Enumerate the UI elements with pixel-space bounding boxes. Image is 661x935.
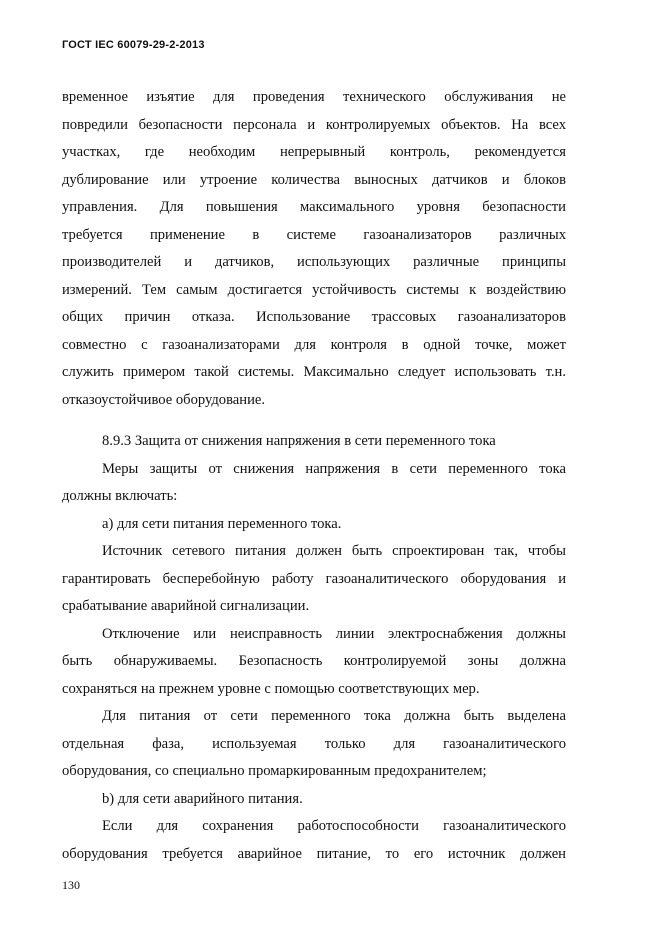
text-line: должны включать: xyxy=(62,488,178,504)
text-line: измерений. Тем самым достигается устойчивость системы к воздействию xyxy=(62,281,566,298)
text-line: быть обнаруживаемы. Безопасность контролируемой зоны должна xyxy=(62,653,566,669)
list-item-b: b) для сети аварийного питания. xyxy=(102,790,303,807)
text-line: Источник сетевого питания должен быть спроектирован так, чтобы xyxy=(102,543,566,559)
text-line: служить примером такой системы. Максимально следует использовать т.н. xyxy=(62,364,566,380)
text-line: отдельная фаза, используемая только для газоаналитического xyxy=(62,735,566,752)
text-line: сохраняться на прежнем уровне с помощью соответствующих мер. xyxy=(62,680,480,697)
text-line: участках, где необходим непрерывный контроль, рекомендуется xyxy=(62,144,566,160)
text-line: временное изъятие для проведения технического обслуживания не xyxy=(62,89,566,105)
text-line: отказоустойчивое оборудование. xyxy=(62,391,266,408)
text-line: общих причин отказа. Использование трассовых газоанализаторов xyxy=(62,309,566,325)
text-line: производителей и датчиков, использующих различные принципы xyxy=(62,254,566,270)
text-line: Если для сохранения работоспособности газоаналитического xyxy=(102,818,566,834)
document-header: ГОСТ IEC 60079-29-2-2013 xyxy=(62,39,205,51)
text-line: Меры защиты от снижения напряжения в сети переменного тока xyxy=(102,460,566,477)
text-line: оборудования требуется аварийное питание, то его источник должен xyxy=(62,845,566,862)
paragraph-1 xyxy=(62,84,566,414)
section-heading: 8.9.3 Защита от снижения напряжения в сети переменного тока xyxy=(102,433,496,449)
text-line: управления. Для повышения максимального уровня безопасности xyxy=(62,199,566,215)
text-line: Для питания от сети переменного тока должна быть выделена xyxy=(102,708,566,724)
text-line: повредили безопасности персонала и контролируемых объектов. На всех xyxy=(62,116,566,133)
section-8-9-3 xyxy=(62,428,566,868)
text-line: гарантировать бесперебойную работу газоаналитического оборудования и xyxy=(62,570,566,587)
text-line: совместно с газоанализаторами для контроля в одной точке, может xyxy=(62,336,566,353)
list-item-a: a) для сети питания переменного тока. xyxy=(102,515,342,532)
text-line: Отключение или неисправность линии электроснабжения должны xyxy=(102,625,566,642)
text-line: срабатывание аварийной сигнализации. xyxy=(62,598,310,614)
text-line: требуется применение в системе газоанализаторов различных xyxy=(62,226,566,243)
page-number: 130 xyxy=(62,878,80,892)
text-line: дублирование или утроение количества выносных датчиков и блоков xyxy=(62,171,566,188)
text-line: оборудования, со специально промаркированным предохранителем; xyxy=(62,763,487,779)
